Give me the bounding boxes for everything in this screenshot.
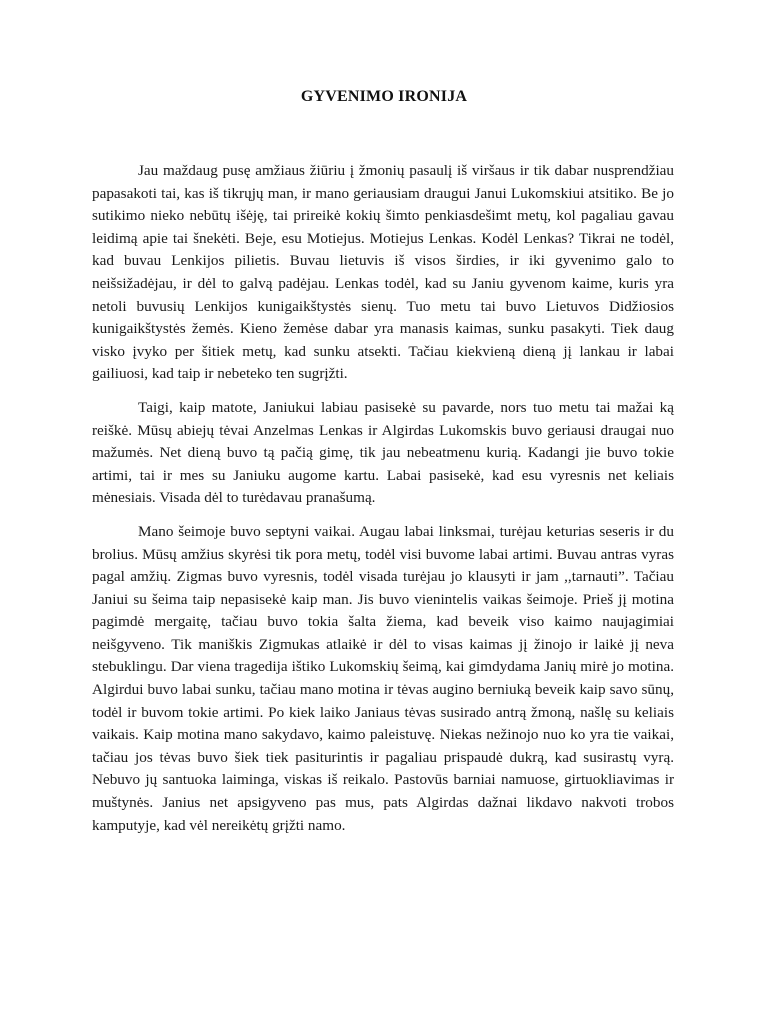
paragraph-1: Jau maždaug pusę amžiaus žiūriu į žmonių pasaulį iš viršaus ir tik dabar nusprendžiau papasakoti tai, kas iš tikrųjų man, ir mano geriausiam draugui Janui Lukomskiui atsitiko. Be jo sutikimo nieko nebūtų išėję, tai prireikė kokių šimto penkiasdešimt metų, kol pagaliau gavau leidimą apie tai šnekėti. Beje, esu Motiejus. Motiejus Lenkas. Kodėl Lenkas? Tikrai ne todėl, kad buvau Lenkijos pilietis. Buvau lietuvis iš visos širdies, ir iki gyvenimo galo to neišsižadėjau, ir dėl to galvą padėjau. Lenkas todėl, kad su Janiu gyvenom kaime, kuris yra netoli buvusių Lenkijos kunigaikštystės sienų. Tuo metu tai buvo Lietuvos Didžiosios kunigaikštystės žemės. Kieno žemėse dabar yra manasis kaimas, sunku pasakyti. Tiek daug visko įvyko per šitiek metų, kad sunku atsekti. Tačiau kiekvieną dieną jį lankau ir labai gailiuosi, kad taip ir nebeteko ten sugrįžti. <box>92 162 674 383</box>
document-body <box>92 160 674 848</box>
document-title: GYVENIMO IRONIJA <box>300 88 468 105</box>
paragraph-3: Mano šeimoje buvo septyni vaikai. Augau labai linksmai, turėjau keturias seseris ir du brolius. Mūsų amžius skyrėsi tik pora metų, todėl visi buvome labai artimi. Buvau antras vyras pagal amžių. Zigmas buvo vyresnis, todėl visada turėjau jo klausyti ir jam ,,tarnauti”. Tačiau Janiui su šeima taip nepasisekė kaip man. Jis buvo vienintelis vaikas šeimoje. Prieš jį motina pagimdė mergaitę, tačiau buvo tokia šalta žiema, kad beveik viso kaimo naujagimiai neišgyveno. Tik maniškis Zigmukas atlaikė ir dėl to visas kaimas jį žinojo ir laikė jį neva stebuklingu. Dar viena tragedija ištiko Lukomskių šeimą, kai gimdydama Janių mirė jo motina. Algirdui buvo labai sunku, tačiau mano motina ir tėvas augino berniuką beveik kaip savo sūnų, todėl ir buvom tokie artimi. Po kiek laiko Janiaus tėvas susirado antrą žmoną, našlę su keliais vaikais. Kaip motina mano sakydavo, kaimo paleistuvę. Niekas nežinojo nuo ko yra tie vaikai, tačiau jos tėvas buvo šiek tiek pasiturintis ir pagaliau prispaudė dukrą, kad susirastų vyrą. Nebuvo jų santuoka laiminga, viskas iš reikalo. Pastovūs barniai namuose, girtuokliavimas ir muštynės. Janius net apsigyveno pas mus, pats Algirdas dažnai likdavo nakvoti trobos kamputyje, kad vėl nereikėtų grįžti namo. <box>92 522 674 834</box>
paragraph-2: Taigi, kaip matote, Janiukui labiau pasisekė su pavarde, nors tuo metu tai mažai ką reiškė. Mūsų abiejų tėvai Anzelmas Lenkas ir Algirdas Lukomskis buvo geriausi draugai nuo mažumės. Net dieną buvo tą pačią gimę, tik jau nebeatmenu kurią. Kadangi jie buvo tokie artimi, tai ir mes su Janiuku augome kartu. Labai pasisekė, kad esu vyresnis net keliais mėnesiais. Visada dėl to turėdavau pranašumą. <box>92 398 674 507</box>
